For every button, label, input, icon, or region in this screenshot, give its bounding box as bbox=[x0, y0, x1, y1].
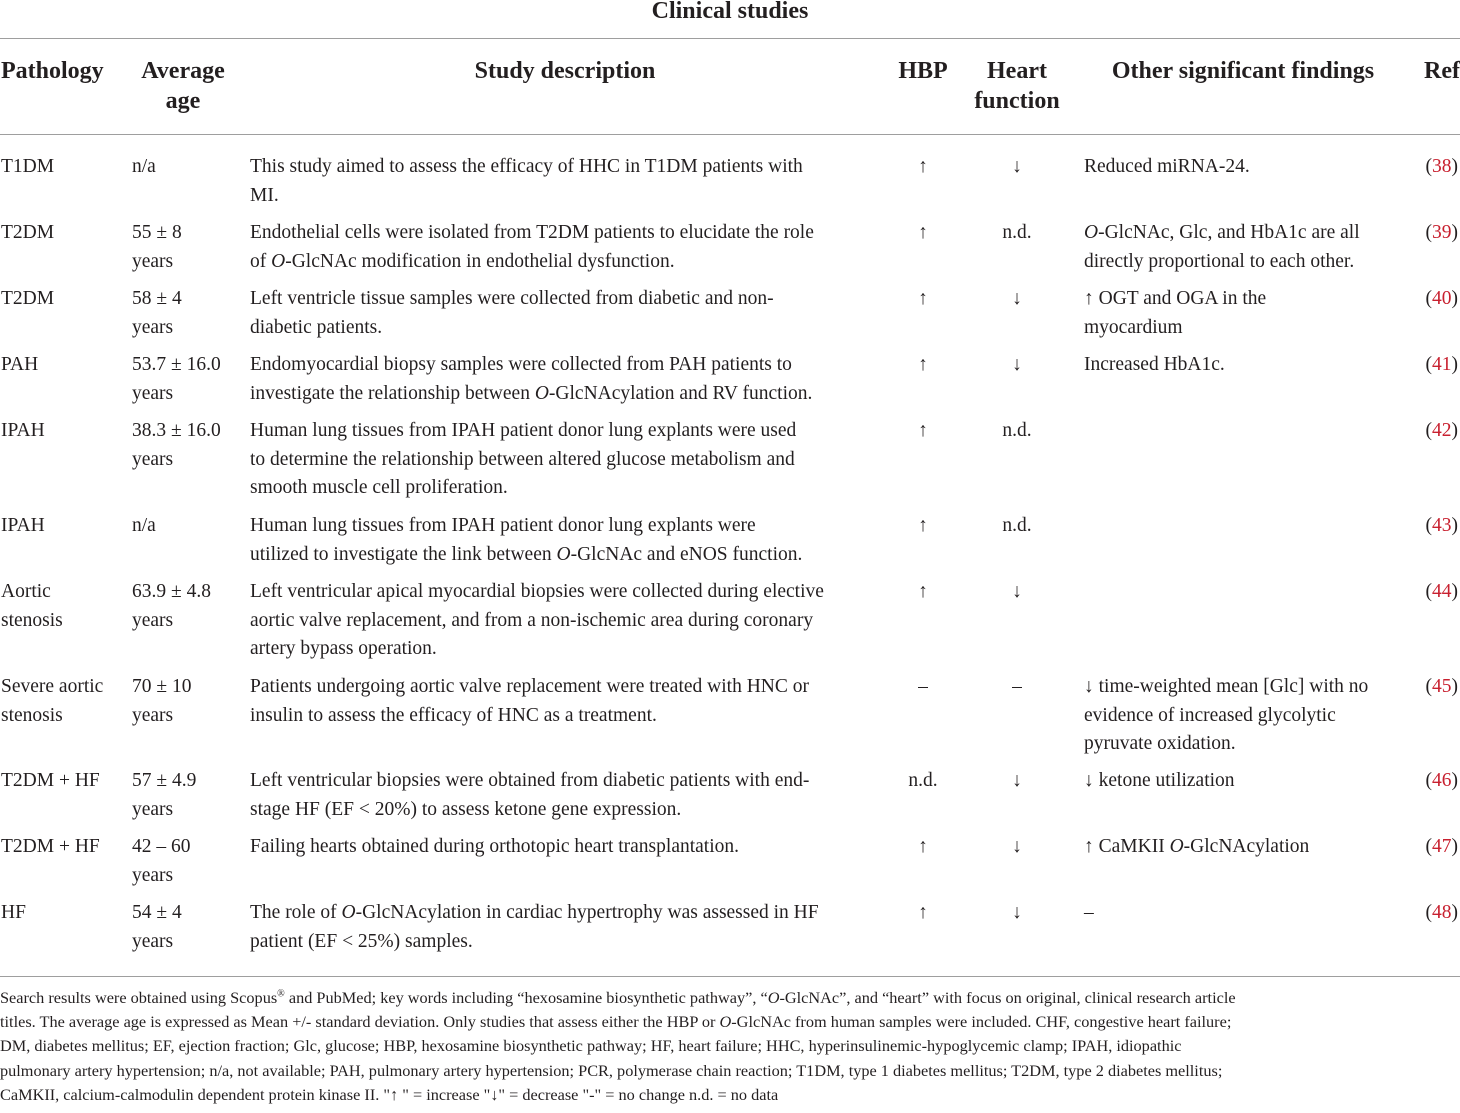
ref-link[interactable]: 44 bbox=[1432, 581, 1452, 602]
ref-cell[interactable]: (41) bbox=[1425, 354, 1458, 375]
description-cell bbox=[250, 219, 880, 276]
footnote-italic: O bbox=[719, 1012, 732, 1032]
description-line: Failing hearts obtained during orthotopic heart transplantation. bbox=[250, 836, 740, 857]
heart-function-cell: – bbox=[1012, 676, 1022, 697]
pathology-cell bbox=[1, 833, 126, 862]
age-unit: years bbox=[132, 316, 174, 338]
hbp-cell: n.d. bbox=[908, 770, 938, 791]
header-other-findings: Other significant findings bbox=[1111, 58, 1375, 84]
pathology-cell bbox=[1, 285, 126, 314]
registered-mark: ® bbox=[277, 988, 285, 1000]
age-unit: years bbox=[132, 448, 174, 470]
description-line: Human lung tissues from IPAH patient donor lung explants were used bbox=[250, 420, 797, 441]
pathology-cell bbox=[1, 417, 126, 446]
age-text: 58 ± 4 bbox=[132, 288, 182, 309]
other-findings-cell bbox=[1084, 285, 1414, 342]
other-findings-cell bbox=[1084, 351, 1414, 380]
other-findings-line: myocardium bbox=[1084, 316, 1183, 338]
hbp-cell: ↑ bbox=[918, 288, 928, 309]
pathology-text: T2DM bbox=[1, 288, 55, 309]
age-cell bbox=[132, 219, 242, 276]
age-cell bbox=[132, 899, 242, 956]
age-cell bbox=[132, 417, 242, 474]
other-findings-line: pyruvate oxidation. bbox=[1084, 733, 1236, 754]
other-findings-italic: O bbox=[1084, 222, 1099, 243]
hbp-cell: ↑ bbox=[918, 515, 928, 536]
age-unit: years bbox=[132, 864, 174, 886]
footnote-text: -GlcNAc from human samples were included. CHF, congestive heart failure; bbox=[731, 1012, 1232, 1032]
description-cell bbox=[250, 899, 880, 956]
age-cell bbox=[132, 767, 242, 824]
ref-link[interactable]: 42 bbox=[1432, 420, 1452, 441]
age-text: 38.3 ± 16.0 bbox=[132, 420, 221, 441]
age-text: 42 – 60 bbox=[132, 836, 191, 857]
ref-cell[interactable]: (38) bbox=[1425, 156, 1458, 177]
ref-cell[interactable]: (45) bbox=[1425, 676, 1458, 697]
ref-link[interactable]: 47 bbox=[1432, 836, 1452, 857]
header-heart-function bbox=[964, 56, 1070, 116]
description-cell bbox=[250, 512, 880, 569]
heart-function-cell: ↓ bbox=[1012, 156, 1022, 177]
age-text: n/a bbox=[132, 515, 156, 536]
description-line: smooth muscle cell proliferation. bbox=[250, 477, 508, 498]
other-findings-line: Reduced miRNA-24. bbox=[1084, 156, 1250, 177]
description-line: MI. bbox=[250, 184, 279, 206]
pathology-text: stenosis bbox=[1, 609, 63, 631]
description-text: -GlcNAcylation in cardiac hypertrophy was assessed in HF bbox=[355, 902, 819, 923]
heart-function-cell: ↓ bbox=[1012, 902, 1022, 923]
header-average-age-line2: age bbox=[165, 88, 201, 114]
hbp-cell: ↑ bbox=[918, 354, 928, 375]
ref-link[interactable]: 40 bbox=[1432, 288, 1452, 309]
other-findings-text: -GlcNAc, Glc, and HbA1c are all bbox=[1098, 222, 1360, 243]
ref-cell[interactable]: (47) bbox=[1425, 836, 1458, 857]
ref-cell[interactable]: (48) bbox=[1425, 902, 1458, 923]
ref-cell[interactable]: (39) bbox=[1425, 222, 1458, 243]
pathology-text: T2DM bbox=[1, 222, 55, 243]
footnote-text: -GlcNAc”, and “heart” with focus on original, clinical research article bbox=[779, 988, 1236, 1007]
description-italic: O bbox=[271, 250, 286, 272]
pathology-cell bbox=[1, 512, 126, 541]
pathology-cell bbox=[1, 767, 126, 796]
description-line: Left ventricular apical myocardial biopsies were collected during elective bbox=[250, 581, 824, 602]
age-unit: years bbox=[132, 382, 174, 404]
ref-link[interactable]: 41 bbox=[1432, 354, 1452, 375]
age-text: 55 ± 8 bbox=[132, 222, 182, 243]
footnote-text: and PubMed; key words including “hexosamine biosynthetic pathway”, “ bbox=[284, 988, 768, 1007]
header-study-description: Study description bbox=[474, 58, 656, 84]
header-average-age-line1: Average bbox=[141, 58, 225, 84]
description-text: The role of bbox=[250, 902, 342, 923]
description-line bbox=[250, 541, 880, 570]
description-text: of bbox=[250, 250, 272, 272]
description-text: -GlcNAcylation and RV function. bbox=[548, 382, 813, 404]
ref-cell[interactable]: (43) bbox=[1425, 515, 1458, 536]
other-findings-line bbox=[1084, 219, 1414, 248]
table-title: Clinical studies bbox=[651, 0, 809, 24]
age-unit: years bbox=[132, 250, 174, 272]
hbp-cell: ↑ bbox=[918, 156, 928, 177]
age-text: 63.9 ± 4.8 bbox=[132, 581, 211, 602]
pathology-text: HF bbox=[1, 902, 26, 923]
description-line: to determine the relationship between altered glucose metabolism and bbox=[250, 448, 795, 470]
bottom-rule bbox=[0, 976, 1460, 977]
other-findings-line: ↓ time-weighted mean [Glc] with no bbox=[1084, 676, 1369, 697]
description-cell bbox=[250, 417, 880, 503]
description-cell bbox=[250, 153, 880, 210]
pathology-text: Severe aortic bbox=[1, 676, 104, 697]
footnote-text: Search results were obtained using Scopus bbox=[0, 988, 278, 1007]
header-pathology: Pathology bbox=[1, 58, 104, 84]
ref-link[interactable]: 39 bbox=[1432, 222, 1452, 243]
header-rule bbox=[0, 134, 1460, 135]
other-findings-cell bbox=[1084, 219, 1414, 276]
age-cell bbox=[132, 833, 242, 890]
footnote-line: pulmonary artery hypertension; n/a, not available; PAH, pulmonary artery hypertension; PCR, polymerase chain reaction; T1DM, type 1 diabetes mellitus; T2DM, type 2 diabetes mellitus; bbox=[0, 1060, 1223, 1080]
other-findings-line: ↑ OGT and OGA in the bbox=[1084, 288, 1267, 309]
ref-link[interactable]: 45 bbox=[1432, 676, 1452, 697]
pathology-text: T2DM + HF bbox=[1, 770, 100, 791]
pathology-text: PAH bbox=[1, 354, 39, 375]
description-line: artery bypass operation. bbox=[250, 638, 437, 659]
description-cell bbox=[250, 578, 880, 664]
hbp-cell: – bbox=[918, 676, 928, 697]
other-findings-line: Increased HbA1c. bbox=[1084, 354, 1225, 375]
description-line bbox=[250, 248, 880, 277]
hbp-cell: ↑ bbox=[918, 420, 928, 441]
footnote-line bbox=[0, 986, 1460, 1010]
ref-link[interactable]: 43 bbox=[1432, 515, 1452, 536]
description-text: -GlcNAc and eNOS function. bbox=[570, 543, 803, 565]
other-findings-cell bbox=[1084, 673, 1414, 759]
pathology-cell bbox=[1, 219, 126, 248]
description-text: -GlcNAc modification in endothelial dysfunction. bbox=[285, 250, 675, 272]
description-cell bbox=[250, 673, 880, 730]
footnote-text: titles. The average age is expressed as Mean +/- standard deviation. Only studies that assess either the HBP or bbox=[0, 1012, 720, 1032]
description-line: Endothelial cells were isolated from T2DM patients to elucidate the role bbox=[250, 222, 814, 243]
footnote-italic: O bbox=[767, 988, 780, 1007]
pathology-cell bbox=[1, 153, 126, 182]
footnote-line: CaMKII, calcium-calmodulin dependent protein kinase II. "↑ " = increase "↓" = decrease "-" = no change n.d. = no data bbox=[0, 1084, 779, 1104]
ref-cell[interactable]: (40) bbox=[1425, 288, 1458, 309]
footnote-line: DM, diabetes mellitus; EF, ejection fraction; Glc, glucose; HBP, hexosamine biosynthetic pathway; HF, heart failure; HHC, hyperinsulinemic-hypoglycemic clamp; IPAH, idiopathic bbox=[0, 1036, 1182, 1056]
ref-cell[interactable]: (46) bbox=[1425, 770, 1458, 791]
ref-link[interactable]: 48 bbox=[1432, 902, 1452, 923]
pathology-cell bbox=[1, 899, 126, 928]
header-ref: Ref bbox=[1424, 58, 1460, 84]
description-line: Endomyocardial biopsy samples were collected from PAH patients to bbox=[250, 354, 792, 375]
pathology-text: T1DM bbox=[1, 156, 55, 177]
hbp-cell: ↑ bbox=[918, 902, 928, 923]
other-findings-cell bbox=[1084, 899, 1414, 928]
pathology-cell bbox=[1, 351, 126, 380]
ref-link[interactable]: 46 bbox=[1432, 770, 1452, 791]
heart-function-cell: n.d. bbox=[1002, 515, 1032, 536]
header-hbp: HBP bbox=[898, 58, 948, 84]
header-average-age bbox=[128, 56, 238, 116]
heart-function-cell: ↓ bbox=[1012, 770, 1022, 791]
description-line: aortic valve replacement, and from a non-ischemic area during coronary bbox=[250, 609, 814, 631]
heart-function-cell: ↓ bbox=[1012, 836, 1022, 857]
pathology-cell bbox=[1, 578, 126, 635]
description-line: This study aimed to assess the efficacy of HHC in T1DM patients with bbox=[250, 156, 803, 177]
age-unit: years bbox=[132, 798, 174, 820]
age-cell bbox=[132, 512, 242, 541]
pathology-text: T2DM + HF bbox=[1, 836, 100, 857]
description-line: Left ventricle tissue samples were collected from diabetic and non- bbox=[250, 288, 774, 309]
description-cell bbox=[250, 833, 880, 862]
age-text: n/a bbox=[132, 156, 156, 177]
footnote-line bbox=[0, 1010, 1460, 1034]
age-cell bbox=[132, 351, 242, 408]
description-line: Left ventricular biopsies were obtained from diabetic patients with end- bbox=[250, 770, 810, 791]
description-italic: O bbox=[556, 543, 571, 565]
description-line bbox=[250, 899, 880, 928]
other-findings-cell bbox=[1084, 767, 1414, 796]
age-text: 53.7 ± 16.0 bbox=[132, 354, 221, 375]
description-cell bbox=[250, 285, 880, 342]
description-line: Human lung tissues from IPAH patient donor lung explants were bbox=[250, 515, 756, 536]
header-heart-function-line2: function bbox=[974, 88, 1060, 114]
other-findings-text: -GlcNAcylation bbox=[1183, 836, 1310, 857]
other-findings-line: directly proportional to each other. bbox=[1084, 250, 1355, 272]
pathology-text: Aortic bbox=[1, 581, 51, 602]
pathology-text: IPAH bbox=[1, 420, 45, 441]
heart-function-cell: n.d. bbox=[1002, 420, 1032, 441]
description-cell bbox=[250, 351, 880, 408]
age-unit: years bbox=[132, 704, 174, 726]
age-cell bbox=[132, 673, 242, 730]
top-rule bbox=[0, 38, 1460, 39]
other-findings-cell bbox=[1084, 153, 1414, 182]
description-line: stage HF (EF < 20%) to assess ketone gene expression. bbox=[250, 798, 682, 820]
age-cell bbox=[132, 578, 242, 635]
description-italic: O bbox=[534, 382, 549, 404]
pathology-text: IPAH bbox=[1, 515, 45, 536]
other-findings-italic: O bbox=[1169, 836, 1184, 857]
description-cell bbox=[250, 767, 880, 824]
description-line bbox=[250, 380, 880, 409]
hbp-cell: ↑ bbox=[918, 581, 928, 602]
heart-function-cell: ↓ bbox=[1012, 354, 1022, 375]
description-text: utilized to investigate the link between bbox=[250, 543, 557, 565]
hbp-cell: ↑ bbox=[918, 222, 928, 243]
description-line: insulin to assess the efficacy of HNC as a treatment. bbox=[250, 704, 657, 726]
other-findings-cell bbox=[1084, 833, 1414, 862]
table-footnote bbox=[0, 986, 1460, 1107]
heart-function-cell: ↓ bbox=[1012, 581, 1022, 602]
age-cell bbox=[132, 285, 242, 342]
other-findings-line: evidence of increased glycolytic bbox=[1084, 704, 1336, 726]
heart-function-cell: n.d. bbox=[1002, 222, 1032, 243]
description-italic: O bbox=[341, 902, 356, 923]
header-heart-function-line1: Heart bbox=[987, 58, 1047, 84]
other-findings-line: – bbox=[1084, 902, 1094, 923]
age-text: 54 ± 4 bbox=[132, 902, 182, 923]
description-line: patient (EF < 25%) samples. bbox=[250, 930, 473, 952]
description-line: Patients undergoing aortic valve replacement were treated with HNC or bbox=[250, 676, 809, 697]
age-text: 57 ± 4.9 bbox=[132, 770, 197, 791]
other-findings-text: ↑ CaMKII bbox=[1084, 836, 1170, 857]
age-text: 70 ± 10 bbox=[132, 676, 192, 697]
ref-link[interactable]: 38 bbox=[1432, 156, 1452, 177]
age-unit: years bbox=[132, 609, 174, 631]
age-unit: years bbox=[132, 930, 174, 952]
heart-function-cell: ↓ bbox=[1012, 288, 1022, 309]
pathology-text: stenosis bbox=[1, 704, 63, 726]
description-text: investigate the relationship between bbox=[250, 382, 535, 404]
ref-cell[interactable]: (44) bbox=[1425, 581, 1458, 602]
hbp-cell: ↑ bbox=[918, 836, 928, 857]
ref-cell[interactable]: (42) bbox=[1425, 420, 1458, 441]
other-findings-line bbox=[1084, 833, 1414, 862]
age-cell bbox=[132, 153, 242, 182]
pathology-cell bbox=[1, 673, 126, 730]
description-line: diabetic patients. bbox=[250, 316, 383, 338]
other-findings-line: ↓ ketone utilization bbox=[1084, 770, 1235, 791]
